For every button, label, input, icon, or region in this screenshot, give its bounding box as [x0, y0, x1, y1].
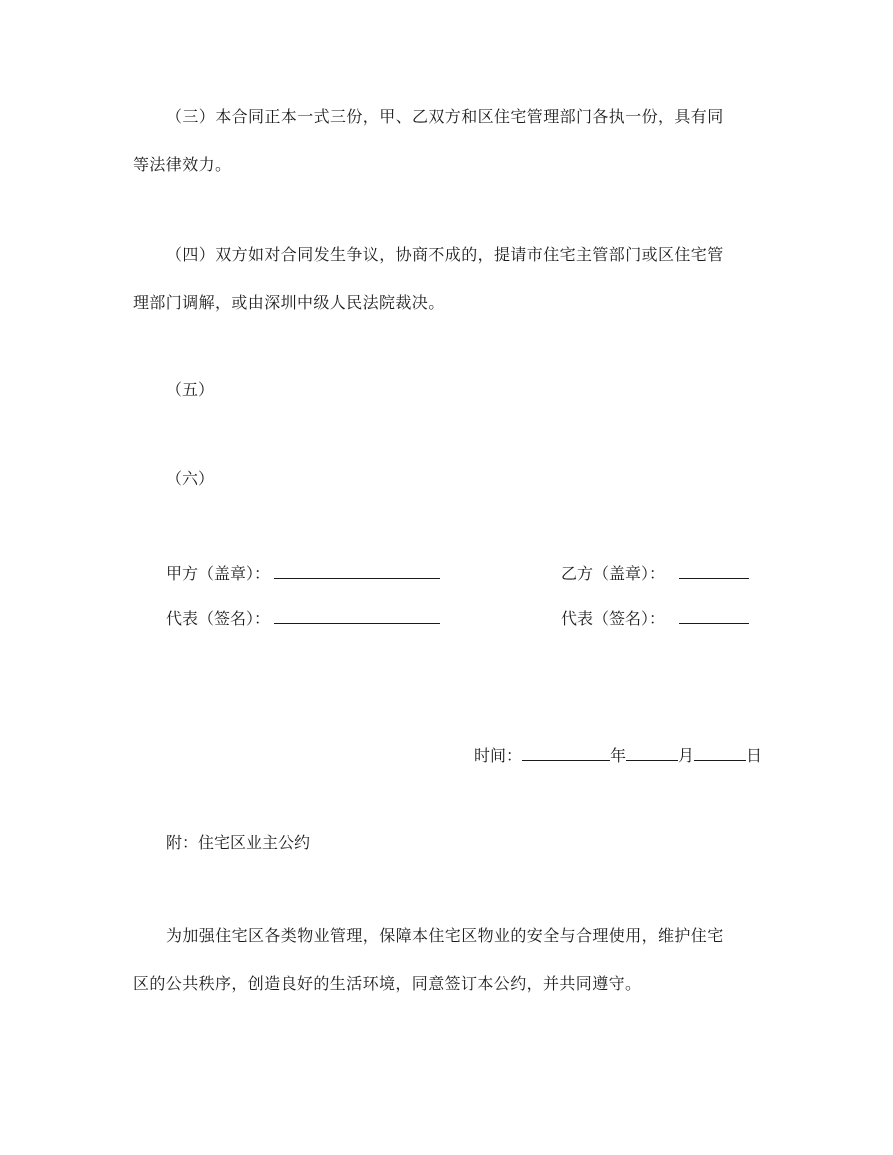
party-a-seal-label: 甲方（盖章）： [166, 564, 271, 583]
rep-a-sign [166, 605, 440, 631]
appendix-intro [133, 912, 763, 1008]
appendix-intro-line-1: 为加强住宅区各类物业管理，保障本住宅区物业的安全与合理使用，维护住宅 [166, 926, 724, 945]
day-blank[interactable] [694, 742, 746, 761]
party-a-seal-blank[interactable] [274, 560, 440, 579]
clause-6: （六） [166, 469, 215, 488]
clause-3-line-1: （三）本合同正本一式三份，甲、乙双方和区住宅管理部门各执一份，具有同 [166, 107, 724, 126]
rep-b-sign [561, 605, 749, 631]
party-b-seal-label: 乙方（盖章）： [561, 564, 666, 583]
appendix-title: 附：住宅区业主公约 [166, 833, 311, 852]
date-label: 时间： [473, 746, 522, 765]
day-label: 日 [745, 746, 762, 765]
month-blank[interactable] [626, 742, 678, 761]
clause-3-line-2: 等法律效力。 [133, 155, 232, 174]
date-row [474, 742, 762, 768]
rep-b-sign-blank[interactable] [679, 605, 749, 624]
rep-a-sign-label: 代表（签名）： [166, 609, 271, 628]
appendix-intro-line-2: 区的公共秩序，创造良好的生活环境，同意签订本公约，并共同遵守。 [133, 974, 642, 993]
month-label: 月 [677, 746, 694, 765]
party-b-seal [561, 560, 749, 586]
seal-row [166, 560, 763, 584]
clause-4-line-2: 理部门调解，或由深圳中级人民法院裁决。 [133, 293, 445, 312]
rep-a-sign-blank[interactable] [274, 605, 440, 624]
clause-3 [133, 93, 763, 189]
party-b-seal-blank[interactable] [679, 560, 749, 579]
year-label: 年 [609, 746, 626, 765]
clause-4 [133, 231, 763, 327]
rep-b-sign-label: 代表（签名）： [561, 609, 666, 628]
clause-4-line-1: （四）双方如对合同发生争议，协商不成的，提请市住宅主管部门或区住宅管 [166, 245, 724, 264]
party-a-seal [166, 560, 440, 586]
signature-row [166, 605, 763, 629]
year-blank[interactable] [522, 742, 610, 761]
clause-5: （五） [166, 380, 215, 399]
